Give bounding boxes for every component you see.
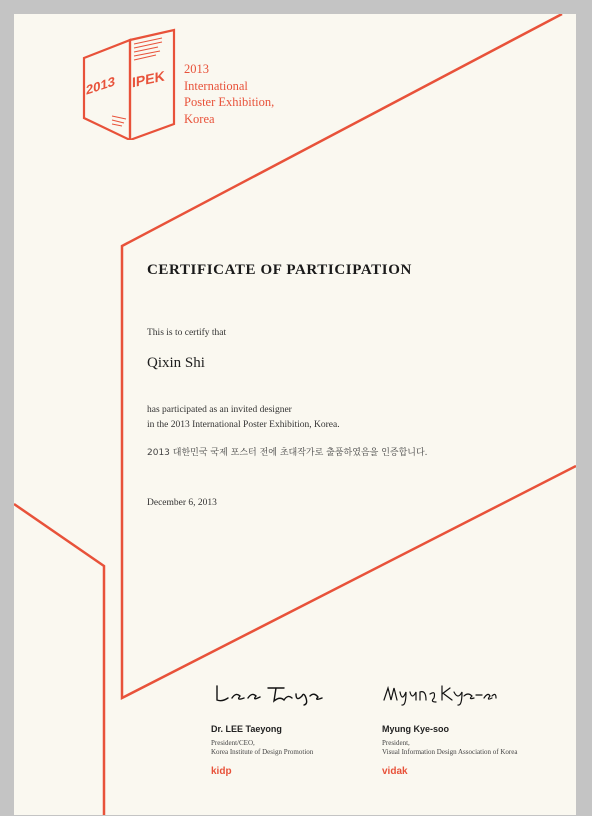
kidp-logo: kidp — [211, 766, 232, 777]
korean-certification-text: 2013 대한민국 국제 포스터 전에 초대작가로 출품하였음을 인증합니다. — [147, 448, 428, 458]
exhibition-title — [184, 61, 274, 127]
signer-role-line: Visual Information Design Association of Korea — [382, 748, 518, 756]
signer-role-1 — [211, 739, 313, 757]
logo-mark: IPEK — [132, 67, 165, 91]
certificate-document — [14, 14, 576, 815]
signer-role-2 — [382, 739, 517, 757]
signature-myung-kye-soo — [382, 682, 498, 706]
recipient-name: Qixin Shi — [147, 355, 205, 371]
signer-name-1: Dr. LEE Taeyong — [211, 724, 282, 734]
issue-date: December 6, 2013 — [147, 498, 217, 508]
signer-role-line: President, — [382, 739, 410, 747]
vidak-logo: vidak — [382, 766, 408, 777]
logo-year: 2013 — [86, 73, 115, 98]
exhibition-title-line: Poster Exhibition, — [184, 95, 275, 109]
signer-role-line: Korea Institute of Design Promotion — [211, 748, 314, 756]
signer-role-line: President/CEO, — [211, 739, 255, 747]
exhibition-title-line: 2013 — [184, 62, 209, 76]
exhibition-title-line: Korea — [184, 111, 215, 126]
certify-intro: This is to certify that — [147, 328, 227, 338]
certificate-heading: CERTIFICATE OF PARTICIPATION — [147, 262, 412, 278]
exhibition-title-line: International — [184, 78, 248, 93]
participation-text-line1: has participated as an invited designer — [147, 405, 292, 415]
participation-text-line2: in the 2013 International Poster Exhibition, Korea. — [147, 420, 340, 430]
signature-lee-taeyong — [214, 682, 324, 706]
signer-name-2: Myung Kye-soo — [382, 724, 450, 734]
